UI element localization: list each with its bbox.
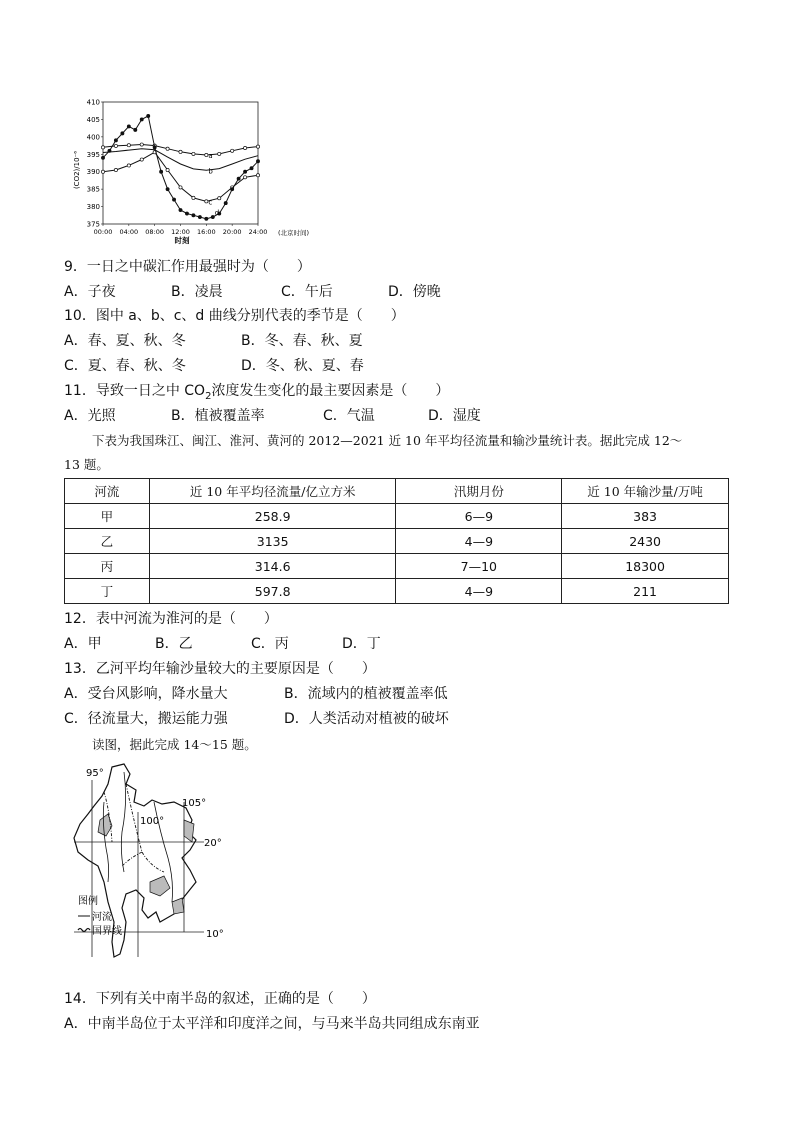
- series-point-c: [179, 186, 182, 189]
- q12-option-b[interactable]: B．乙: [155, 636, 193, 652]
- y-tick-label: 380: [86, 203, 100, 212]
- table-header: 近 10 年平均径流量/亿立方米: [149, 479, 396, 504]
- series-point-a: [256, 145, 259, 148]
- table-row: [65, 579, 729, 604]
- table-header: 汛期月份: [396, 479, 562, 504]
- y-tick-label: 385: [86, 185, 100, 194]
- series-point-d: [179, 208, 182, 211]
- map-legend-river: 河流: [92, 912, 112, 923]
- map-legend-border: 国界线: [92, 926, 122, 937]
- q10-stem: 10．图中 a、b、c、d 曲线分别代表的季节是（ ）: [64, 308, 405, 324]
- table-cell: 314.6: [149, 554, 396, 579]
- chart-ylabel: (CO2)/10⁻⁶: [73, 150, 81, 190]
- map-intro: 读图，据此完成 14～15 题。: [92, 737, 257, 752]
- series-point-d: [147, 114, 150, 117]
- q9-option-d[interactable]: D．傍晚: [388, 284, 441, 300]
- q9-stem: 9．一日之中碳汇作用最强时为（ ）: [64, 259, 311, 275]
- table-cell: 4—9: [396, 529, 562, 554]
- series-point-d: [198, 215, 201, 218]
- table-intro-line1: 下表为我国珠江、闽江、淮河、黄河的 2012—2021 近 10 年平均径流量和输沙量统计表。据此完成 12～: [92, 433, 683, 448]
- table-row: [65, 554, 729, 579]
- table-cell: 甲: [65, 504, 150, 529]
- q13-option-d[interactable]: D．人类活动对植被的破坏: [284, 711, 449, 727]
- series-point-c: [256, 174, 259, 177]
- series-label-c: c: [208, 198, 213, 207]
- series-point-d: [256, 160, 259, 163]
- x-tick-label: 00:00: [93, 228, 113, 236]
- table-cell: 7—10: [396, 554, 562, 579]
- table-cell: 597.8: [149, 579, 396, 604]
- series-point-c: [101, 170, 104, 173]
- q13-option-b[interactable]: B．流域内的植被覆盖率低: [284, 686, 448, 702]
- q13-stem: 13．乙河平均年输沙量较大的主要原因是（ ）: [64, 661, 376, 677]
- map-lat-label: 10°: [206, 929, 224, 940]
- table-cell: 383: [562, 504, 729, 529]
- table-cell: 乙: [65, 529, 150, 554]
- y-tick-label: 405: [86, 115, 100, 124]
- series-point-d: [224, 201, 227, 204]
- series-point-d: [140, 118, 143, 121]
- table-cell: 18300: [562, 554, 729, 579]
- series-point-a: [166, 147, 169, 150]
- q9-option-a[interactable]: A．子夜: [64, 284, 116, 300]
- y-tick-label: 375: [86, 220, 100, 229]
- q11-option-b[interactable]: B．植被覆盖率: [171, 408, 265, 424]
- q10-option-c[interactable]: C．夏、春、秋、冬: [64, 358, 186, 374]
- y-tick-label: 390: [86, 168, 100, 177]
- series-point-a: [218, 152, 221, 155]
- x-tick-label: 16:00: [196, 228, 216, 236]
- table-intro-line2: 13 题。: [64, 457, 109, 472]
- table-row: [65, 504, 729, 529]
- x-tick-label: 04:00: [119, 228, 139, 236]
- q9-option-c[interactable]: C．午后: [281, 284, 333, 300]
- map-borders: [104, 784, 164, 872]
- series-point-c: [192, 196, 195, 199]
- series-point-a: [140, 143, 143, 146]
- q14-option-a[interactable]: A．中南半岛位于太平洋和印度洋之间，与马来半岛共同组成东南亚: [64, 1016, 480, 1032]
- series-point-d: [237, 177, 240, 180]
- table-header: 近 10 年输沙量/万吨: [562, 479, 729, 504]
- q12-stem: 12．表中河流为淮河的是（ ）: [64, 611, 278, 627]
- series-point-a: [192, 152, 195, 155]
- series-point-d: [121, 132, 124, 135]
- series-label-a: a: [208, 151, 213, 160]
- chart-xtick-note: (北京时间): [278, 229, 310, 237]
- series-point-c: [166, 168, 169, 171]
- table-cell: 4—9: [396, 579, 562, 604]
- q12-option-d[interactable]: D．丁: [342, 636, 381, 652]
- q11-option-d[interactable]: D．湿度: [428, 408, 481, 424]
- map-shaded-areas: [98, 814, 194, 914]
- series-point-d: [114, 139, 117, 142]
- indochina-map: [64, 762, 244, 962]
- series-point-d: [134, 128, 137, 131]
- map-lon-label: 105°: [182, 798, 207, 809]
- series-point-d: [166, 188, 169, 191]
- series-point-d: [101, 156, 104, 159]
- q14-stem: 14．下列有关中南半岛的叙述，正确的是（ ）: [64, 991, 376, 1007]
- series-point-d: [172, 198, 175, 201]
- x-tick-label: 20:00: [222, 228, 242, 236]
- table-cell: 6—9: [396, 504, 562, 529]
- series-point-a: [114, 144, 117, 147]
- chart-xlabel: 时刻: [174, 236, 190, 245]
- table-cell: 258.9: [149, 504, 396, 529]
- map-lat-label: 20°: [204, 838, 222, 849]
- q9-option-b[interactable]: B．凌晨: [171, 284, 223, 300]
- series-point-d: [231, 188, 234, 191]
- x-tick-label: 08:00: [145, 228, 165, 236]
- map-lon-label: 95°: [86, 768, 104, 779]
- q11-option-c[interactable]: C．气温: [323, 408, 375, 424]
- series-point-a: [243, 146, 246, 149]
- y-tick-label: 400: [86, 133, 100, 142]
- border-legend-icon: [78, 929, 90, 932]
- q11-option-a[interactable]: A．光照: [64, 408, 116, 424]
- river-table: [64, 478, 729, 604]
- table-header: 河流: [65, 479, 150, 504]
- q12-option-c[interactable]: C．丙: [251, 636, 289, 652]
- series-point-c: [218, 197, 221, 200]
- series-label-d: d: [214, 209, 220, 218]
- q10-option-a[interactable]: A．春、夏、秋、冬: [64, 333, 186, 349]
- q11-stem: 11．导致一日之中 $CO_2$浓度发生变化的最主要因素是（ ）: [64, 383, 450, 402]
- series-point-a: [127, 144, 130, 147]
- table-row: [65, 529, 729, 554]
- series-point-d: [108, 149, 111, 152]
- table-cell: 2430: [562, 529, 729, 554]
- series-point-d: [250, 167, 253, 170]
- q12-option-a[interactable]: A．甲: [64, 636, 102, 652]
- map-lon-label: 100°: [140, 816, 165, 827]
- table-cell: 丙: [65, 554, 150, 579]
- series-line-d: [103, 116, 258, 219]
- q13-option-c[interactable]: C．径流量大，搬运能力强: [64, 711, 228, 727]
- series-point-c: [114, 168, 117, 171]
- y-tick-label: 395: [86, 150, 100, 159]
- series-point-c: [140, 158, 143, 161]
- series-point-c: [127, 164, 130, 167]
- x-tick-label: 24:00: [248, 228, 268, 236]
- series-point-a: [101, 146, 104, 149]
- series-point-a: [179, 150, 182, 153]
- table-header-row: [65, 479, 729, 504]
- q10-option-b[interactable]: B．冬、春、秋、夏: [241, 333, 363, 349]
- q13-option-a[interactable]: A．受台风影响，降水量大: [64, 686, 228, 702]
- series-point-d: [127, 125, 130, 128]
- map-legend-title: 图例: [78, 896, 98, 907]
- x-tick-label: 12:00: [171, 228, 190, 236]
- series-label-b: b: [208, 167, 213, 176]
- table-cell: 211: [562, 579, 729, 604]
- y-tick-label: 410: [86, 98, 100, 107]
- series-point-d: [185, 212, 188, 215]
- series-point-a: [231, 149, 234, 152]
- series-point-d: [160, 170, 163, 173]
- series-point-c: [243, 176, 246, 179]
- series-point-d: [205, 217, 208, 220]
- series-point-d: [243, 170, 246, 173]
- table-cell: 丁: [65, 579, 150, 604]
- series-line-c: [103, 152, 258, 201]
- series-point-d: [153, 146, 156, 149]
- table-cell: 3135: [149, 529, 396, 554]
- co2-chart: [70, 92, 310, 252]
- series-point-d: [192, 214, 195, 217]
- q10-option-d[interactable]: D．冬、秋、夏、春: [241, 358, 364, 374]
